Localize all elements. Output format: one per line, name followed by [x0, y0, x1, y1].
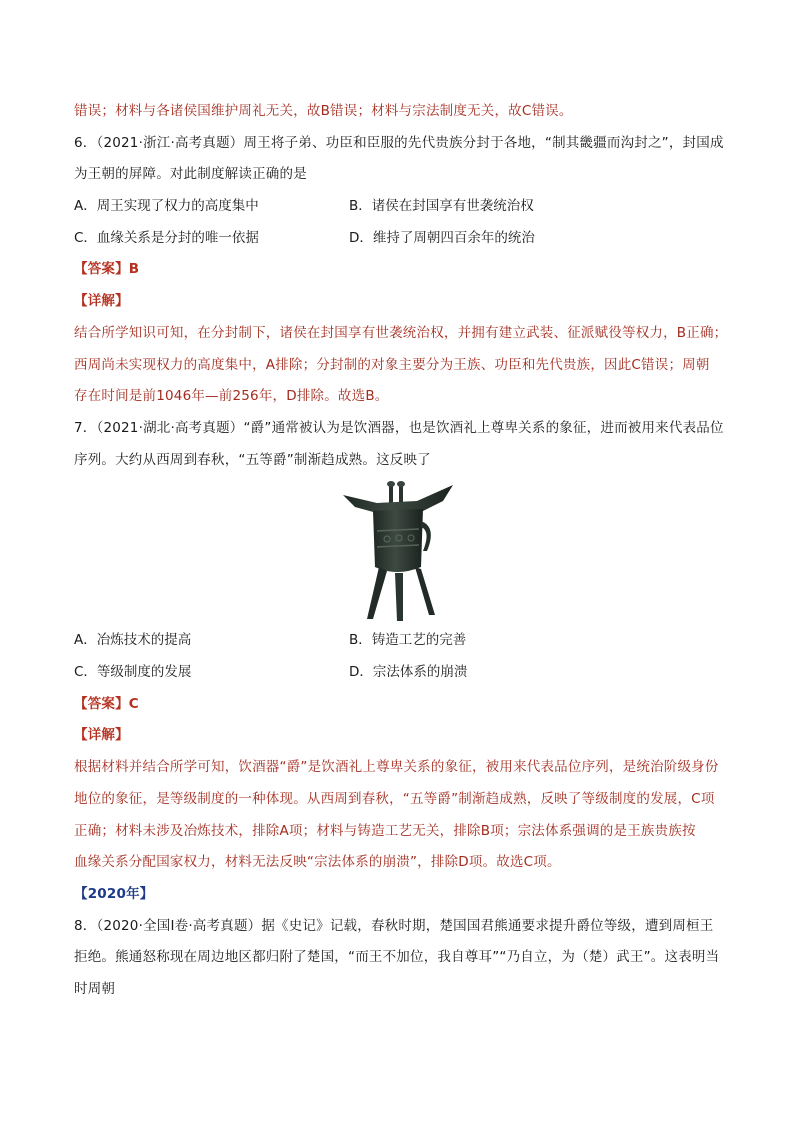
- q7-detail-heading: 【详解】: [74, 727, 129, 743]
- q7-stem-line-1: 7．（2021·湖北·高考真题）“爵”通常被认为是饮酒器，也是饮酒礼上尊卑关系的象征，进而被用来代表品位: [74, 420, 724, 436]
- q6-option-d: D．维持了周朝四百余年的统治: [349, 230, 535, 246]
- q7-option-c: C．等级制度的发展: [74, 664, 192, 680]
- q6-detail-heading: 【详解】: [74, 293, 129, 309]
- q7-explanation-line-2: 地位的象征，是等级制度的一种体现。从西周到春秋，“五等爵”制渐趋成熟，反映了等级制度的发展，C项: [74, 791, 715, 807]
- q6-option-a: A．周王实现了权力的高度集中: [74, 198, 259, 214]
- q6-stem-line-1: 6．（2021·浙江·高考真题）周王将子弟、功臣和臣服的先代贵族分封于各地，“制其畿疆而沟封之”，封国成: [74, 135, 724, 151]
- prev-explanation-end: 错误；材料与各诸侯国维护周礼无关，故B错误；材料与宗法制度无关，故C错误。: [74, 103, 573, 119]
- q7-answer: 【答案】C: [74, 696, 139, 712]
- bronze-jue-vessel-image: [337, 481, 457, 623]
- q7-explanation-line-3: 正确；材料未涉及冶炼技术，排除A项；材料与铸造工艺无关，排除B项；宗法体系强调的是王族贵族按: [74, 823, 696, 839]
- q6-option-b: B．诸侯在封国享有世袭统治权: [349, 198, 534, 214]
- q8-stem-line-3: 时周朝: [74, 981, 116, 997]
- q7-option-d: D．宗法体系的崩溃: [349, 664, 468, 680]
- q6-stem-line-2: 为王朝的屏障。对此制度解读正确的是: [74, 166, 307, 182]
- q7-stem-line-2: 序列。大约从西周到春秋，“五等爵”制渐趋成熟。这反映了: [74, 452, 431, 468]
- year-heading-2020: 【2020年】: [74, 886, 154, 902]
- q6-option-c: C．血缘关系是分封的唯一依据: [74, 230, 259, 246]
- q7-explanation-line-1: 根据材料并结合所学可知，饮酒器“爵”是饮酒礼上尊卑关系的象征，被用来代表品位序列，是统治阶级身份: [74, 759, 719, 775]
- q6-answer: 【答案】B: [74, 261, 140, 277]
- bronze-jue-vessel-icon: [337, 481, 457, 623]
- q7-explanation-line-4: 血缘关系分配国家权力，材料无法反映“宗法体系的崩溃”，排除D项。故选C项。: [74, 854, 561, 870]
- q8-stem-line-2: 拒绝。熊通怒称现在周边地区都归附了楚国，“而王不加位，我自尊耳”“乃自立，为（楚）武王”。这表明当: [74, 949, 720, 965]
- q6-explanation-line-3: 存在时间是前1046年—前256年，D排除。故选B。: [74, 388, 389, 404]
- q8-stem-line-1: 8．（2020·全国Ⅰ卷·高考真题）据《史记》记载，春秋时期，楚国国君熊通要求提升爵位等级，遭到周桓王: [74, 918, 714, 934]
- q7-option-a: A．冶炼技术的提高: [74, 632, 192, 648]
- q6-explanation-line-2: 西周尚未实现权力的高度集中，A排除；分封制的对象主要分为王族、功臣和先代贵族，因此C错误；周朝: [74, 357, 710, 373]
- q6-explanation-line-1: 结合所学知识可知，在分封制下，诸侯在封国享有世袭统治权，并拥有建立武装、征派赋役等权力，B正确；: [74, 325, 728, 341]
- q7-option-b: B．铸造工艺的完善: [349, 632, 467, 648]
